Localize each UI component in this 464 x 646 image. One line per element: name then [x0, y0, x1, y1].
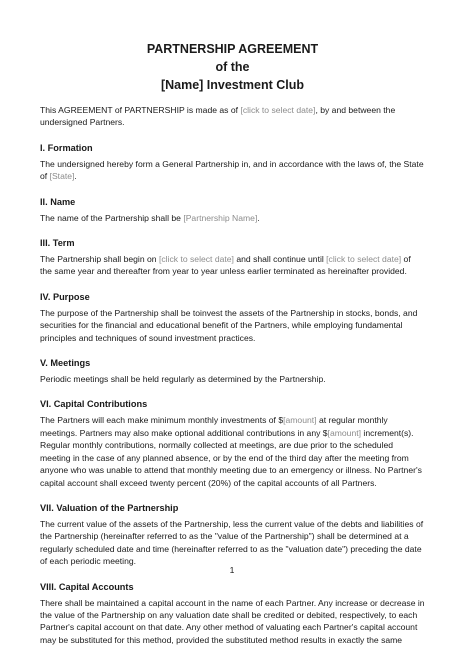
section-heading-term: III. Term [40, 238, 75, 249]
contributions-text-1: The Partners will each make minimum monthly investments of $ [40, 415, 284, 426]
meetings-paragraph: Periodic meetings shall be held regularly as determined by the Partnership. [40, 374, 326, 385]
formation-text-1: The undersigned hereby form a General Partnership in, and in accordance with the laws of, the State of [40, 158, 424, 182]
section-heading-purpose: IV. Purpose [40, 291, 90, 302]
term-paragraph [40, 253, 425, 278]
term-text-3: of the same year and thereafter from year to year unless earlier terminated as hereinafter provided. [40, 254, 411, 277]
term-text-1: The Partnership shall begin on [40, 254, 159, 265]
section-heading-name: II. Name [40, 196, 76, 207]
section-heading-capital-accounts: VIII. Capital Accounts [40, 581, 134, 592]
state-placeholder-field[interactable]: [State] [49, 171, 75, 182]
intro-text-1: This AGREEMENT of PARTNERSHIP is made as of [40, 105, 241, 115]
capital-contributions-paragraph [40, 414, 425, 488]
section-heading-formation: I. Formation [40, 142, 93, 153]
end-date-placeholder-field[interactable]: [click to select date] [326, 254, 402, 265]
contributions-text-3: increment(s). Regular monthly contributions, normally collected at meetings, are due prior to the scheduled meeting in the case of any planned absence, or by the end of the third day after the meeting from anyone who was unable to attend that monthly meeting due to an emergency or illness. No Partner's capital account shall exceed twenty percent (20%) of the capital accounts of all Partners. [40, 427, 422, 488]
title-line-3: [Name] Investment Club [160, 78, 305, 92]
name-text-1: The name of the Partnership shall be [40, 212, 184, 223]
formation-paragraph [40, 158, 425, 183]
formation-text-2: . [74, 171, 77, 182]
increment-amount-placeholder-field[interactable]: [amount] [327, 427, 362, 438]
section-heading-meetings: V. Meetings [40, 358, 91, 369]
valuation-paragraph: The current value of the assets of the Partnership, less the current value of the debts and liabilities of the Partnership (hereinafter referred to as the "value of the Partnership") shall be determined at a regularly scheduled date and time (hereinafter referred to as the "valuation date") preceding the date of each periodic meeting. [40, 518, 424, 567]
title-line-1: PARTNERSHIP AGREEMENT [146, 42, 319, 56]
minimum-amount-placeholder-field[interactable]: [amount] [283, 415, 317, 426]
section-heading-capital-contributions: VI. Capital Contributions [40, 399, 148, 410]
name-paragraph [40, 212, 425, 224]
document-title [40, 40, 425, 94]
purpose-paragraph: The purpose of the Partnership shall be toinvest the assets of the Partnership in stocks, bonds, and securities for the financial and educational benefit of the Partners, while employing fundamental principles and techniques of sound investment practices. [40, 307, 418, 343]
page-number: 1 [229, 565, 235, 575]
capital-accounts-paragraph: There shall be maintained a capital account in the name of each Partner. Any increase or decrease in the value of the Partnership on any valuation date shall be credited or debited, respectively, to each Partner's capital account on that date. Any other method of valuating each Partner's capital account may be substituted for this method, provided the substituted method results in exactly the same [40, 597, 425, 645]
partnership-name-placeholder-field[interactable]: [Partnership Name] [183, 212, 258, 223]
title-line-2: of the [215, 60, 250, 74]
intro-text-2: , by and between the undersigned Partners. [40, 105, 396, 128]
start-date-placeholder-field[interactable]: [click to select date] [158, 254, 234, 265]
document-page [40, 40, 425, 646]
contributions-text-2: at regular monthly meetings. Partners may also make optional additional contributions in any $ [40, 415, 388, 438]
date-placeholder-field[interactable]: [click to select date] [240, 105, 316, 115]
name-text-2: . [257, 212, 260, 223]
section-heading-valuation: VII. Valuation of the Partnership [40, 502, 179, 513]
term-text-2: and shall continue until [233, 254, 327, 265]
intro-paragraph [40, 104, 425, 129]
